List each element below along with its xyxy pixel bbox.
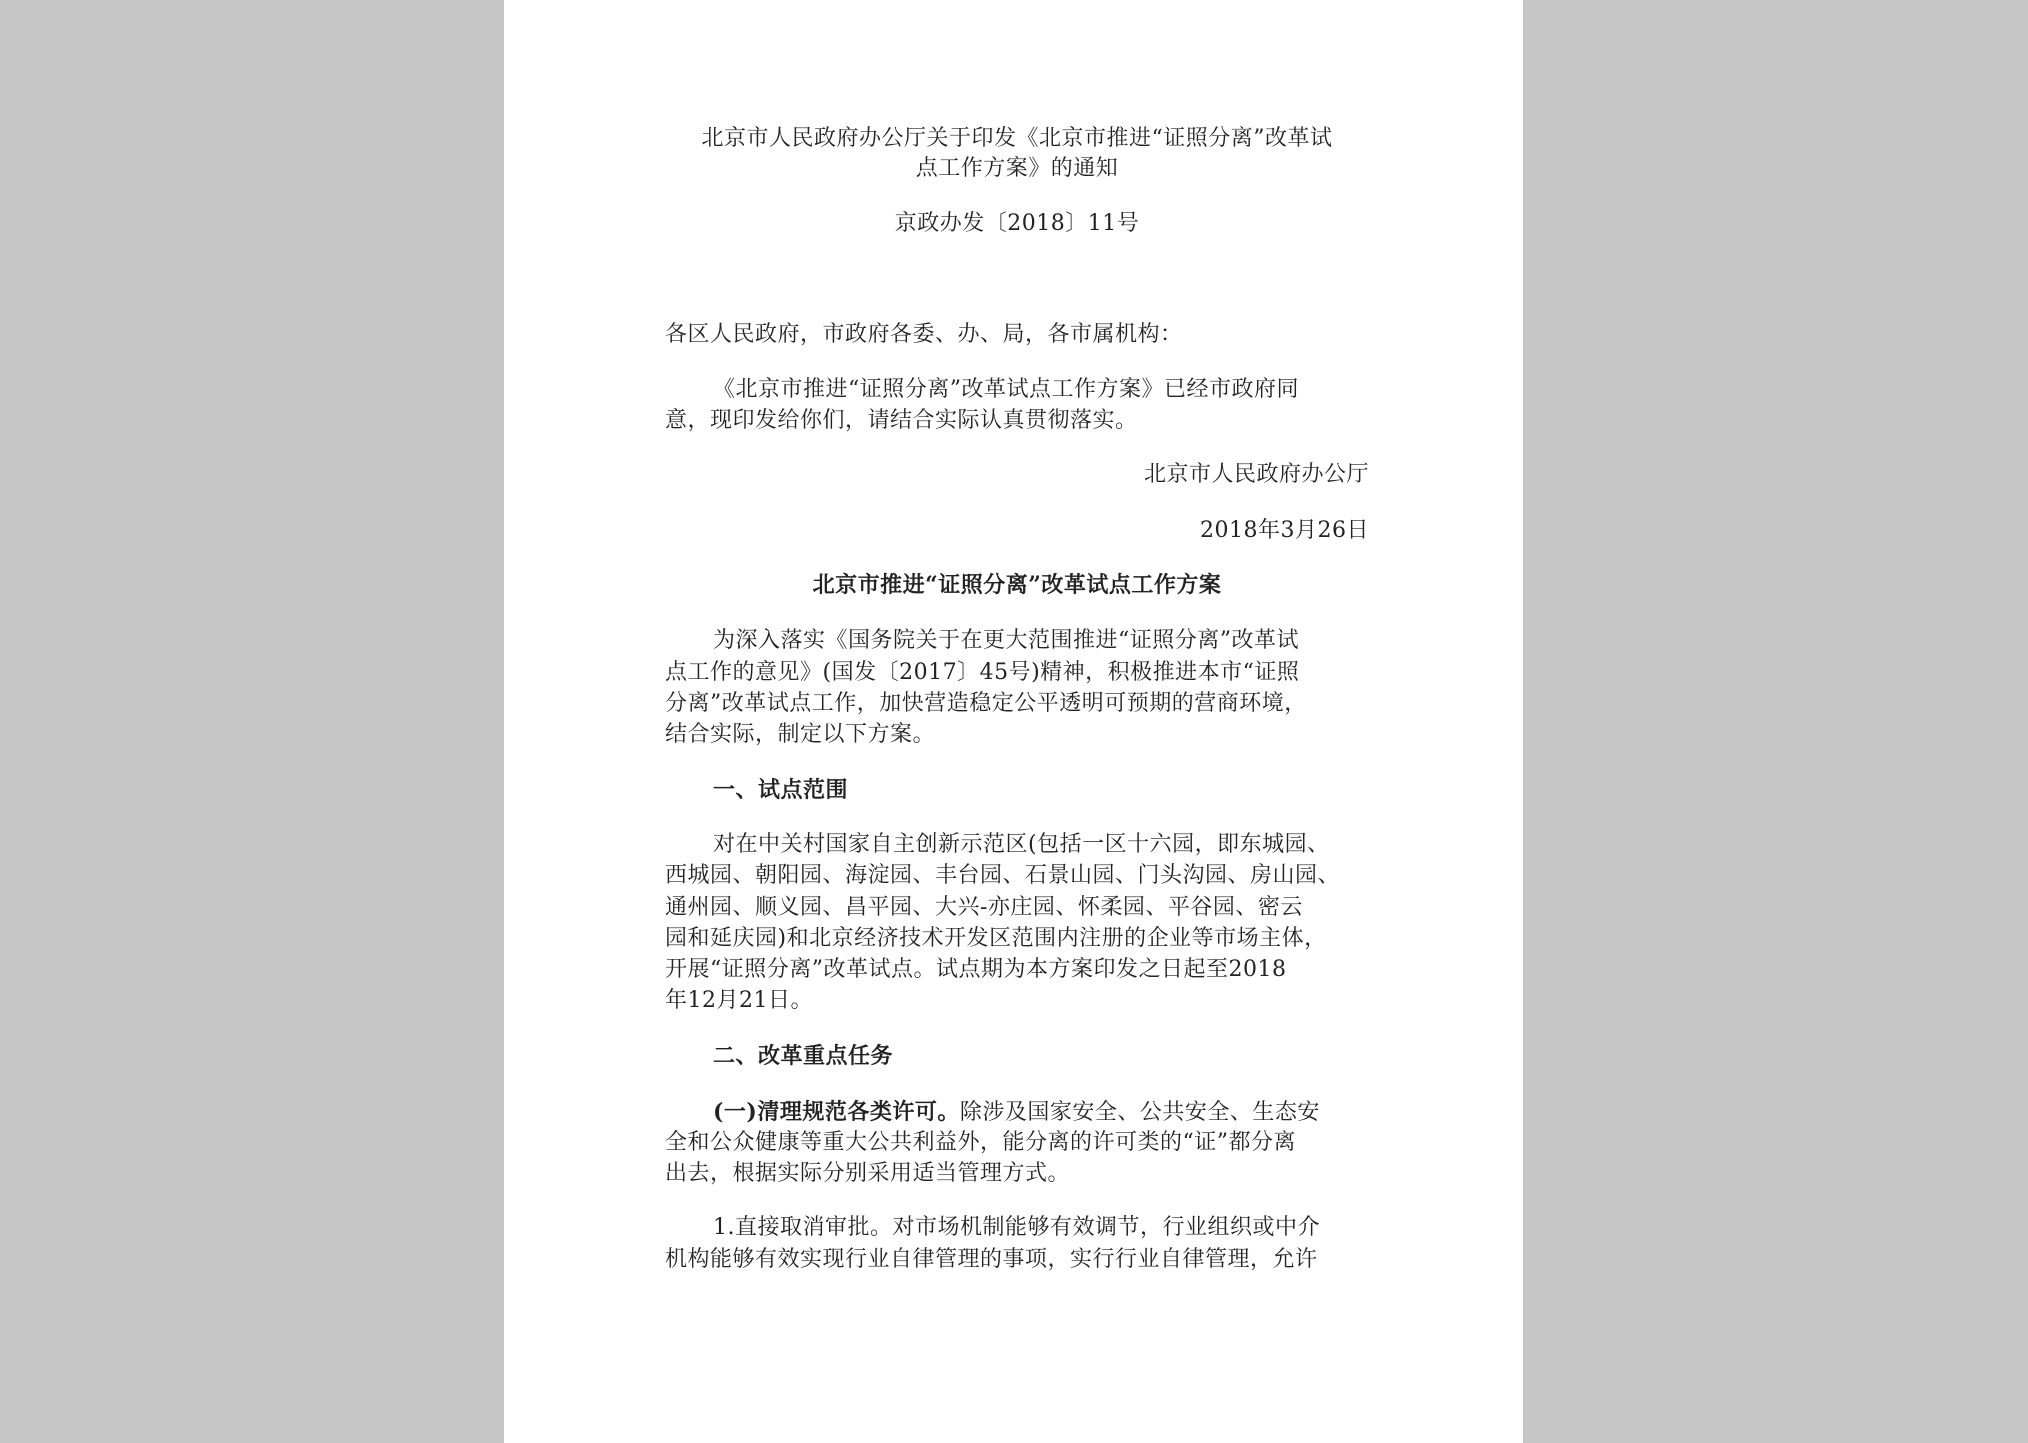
section1-heading: 一、试点范围	[713, 777, 849, 803]
section2-heading: 二、改革重点任务	[713, 1043, 894, 1069]
notice-date: 2018年3月26日	[1200, 518, 1369, 543]
notice-title-line-1: 北京市人民政府办公厅关于印发《北京市推进“证照分离”改革试	[701, 126, 1333, 151]
notice-body-line-1: 《北京市推进“证照分离”改革试点工作方案》已经市政府同	[713, 377, 1299, 402]
plan-intro-line-4: 结合实际，制定以下方案。	[665, 722, 936, 747]
notice-title-line-2: 点工作方案》的通知	[915, 156, 1119, 181]
plan-title: 北京市推进“证照分离”改革试点工作方案	[812, 572, 1222, 598]
section1-line-2: 西城园、朝阳园、海淀园、丰台园、石景山园、门头沟园、房山园、	[665, 863, 1341, 888]
section1-line-1: 对在中关村国家自主创新示范区(包括一区十六园，即东城园、	[713, 832, 1330, 857]
page-content	[665, 0, 1369, 1443]
task1-line-3: 出去，根据实际分别采用适当管理方式。	[665, 1161, 1071, 1186]
document-page	[504, 0, 1523, 1443]
section1-line-4: 园和延庆园)和北京经济技术开发区范围内注册的企业等市场主体，	[665, 926, 1327, 951]
plan-intro-line-1: 为深入落实《国务院关于在更大范围推进“证照分离”改革试	[713, 628, 1299, 653]
section1-line-3: 通州园、顺义园、昌平园、大兴-亦庄园、怀柔园、平谷园、密云	[665, 895, 1303, 920]
notice-body-line-2: 意，现印发给你们，请结合实际认真贯彻落实。	[665, 408, 1138, 433]
notice-issuer: 北京市人民政府办公厅	[1143, 462, 1369, 487]
notice-addressee: 各区人民政府，市政府各委、办、局，各市属机构：	[665, 322, 1183, 347]
notice-doc-number: 京政办发〔2018〕11号	[894, 211, 1140, 236]
task1-line-2: 全和公众健康等重大公共利益外，能分离的许可类的“证”都分离	[665, 1130, 1296, 1155]
section1-line-6: 年12月21日。	[665, 988, 813, 1013]
task1-line-1	[713, 1097, 1320, 1128]
plan-intro-line-2: 点工作的意见》(国发〔2017〕45号)精神，积极推进本市“证照	[665, 660, 1300, 685]
plan-intro-line-3: 分离”改革试点工作，加快营造稳定公平透明可预期的营商环境，	[665, 691, 1307, 716]
item1-line-2: 机构能够有效实现行业自律管理的事项，实行行业自律管理，允许	[665, 1247, 1318, 1272]
section1-line-5: 开展“证照分离”改革试点。试点期为本方案印发之日起至2018	[665, 957, 1287, 982]
task1-label: (一)清理规范各类许可。	[713, 1099, 960, 1125]
item1-line-1: 1.直接取消审批。对市场机制能够有效调节，行业组织或中介	[713, 1215, 1320, 1240]
task1-line-1-rest: 除涉及国家安全、公共安全、生态安	[959, 1100, 1320, 1125]
